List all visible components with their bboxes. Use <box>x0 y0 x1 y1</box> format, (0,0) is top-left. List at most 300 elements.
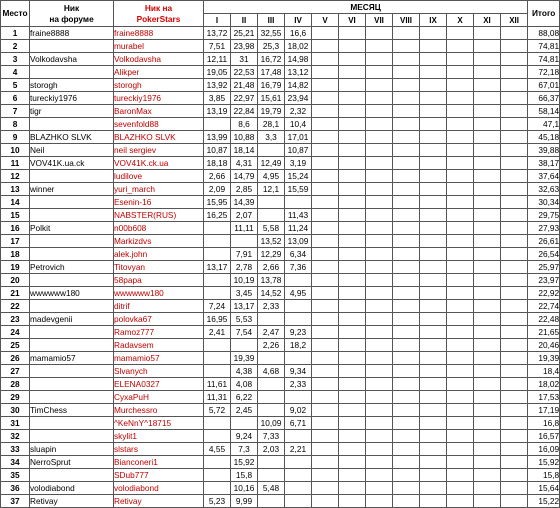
month-cell <box>393 326 420 339</box>
table-row <box>1 183 560 196</box>
month-cell <box>501 40 528 53</box>
month-cell <box>366 495 393 508</box>
month-header-9: IX <box>420 14 447 27</box>
month-cell <box>339 261 366 274</box>
total-cell: 66,37 <box>528 92 560 105</box>
month-cell <box>420 183 447 196</box>
total-cell: 88,08 <box>528 27 560 40</box>
month-cell <box>258 495 285 508</box>
month-cell: 14,79 <box>231 170 258 183</box>
month-cell: 2,66 <box>258 261 285 274</box>
forum-nick-cell: madevgenii <box>30 313 114 326</box>
month-cell <box>501 326 528 339</box>
month-cell <box>393 40 420 53</box>
month-cell: 6,71 <box>285 417 312 430</box>
month-cell <box>447 157 474 170</box>
month-cell <box>258 404 285 417</box>
month-cell <box>447 222 474 235</box>
month-cell <box>393 27 420 40</box>
month-cell <box>420 287 447 300</box>
month-cell <box>447 235 474 248</box>
month-cell <box>447 430 474 443</box>
forum-nick-cell: mamamio57 <box>30 352 114 365</box>
total-cell: 21,65 <box>528 326 560 339</box>
month-cell <box>312 313 339 326</box>
place-cell: 27 <box>1 365 30 378</box>
month-cell <box>420 365 447 378</box>
month-cell: 4,68 <box>258 365 285 378</box>
month-cell <box>393 235 420 248</box>
month-cell <box>366 183 393 196</box>
month-cell <box>312 66 339 79</box>
month-cell <box>285 430 312 443</box>
month-cell <box>420 118 447 131</box>
forum-nick-cell: winner <box>30 183 114 196</box>
month-cell <box>312 469 339 482</box>
ps-nick-cell: wwwwww180 <box>114 287 204 300</box>
month-cell <box>285 391 312 404</box>
ps-nick-cell: mamamio57 <box>114 352 204 365</box>
month-cell <box>258 352 285 365</box>
month-cell <box>339 157 366 170</box>
month-cell <box>339 118 366 131</box>
month-cell <box>366 443 393 456</box>
month-header-1: I <box>204 14 231 27</box>
month-cell: 16,6 <box>285 27 312 40</box>
month-cell <box>339 27 366 40</box>
ps-nick-cell: 58papa <box>114 274 204 287</box>
ps-nick-cell: Murchessro <box>114 404 204 417</box>
month-cell <box>312 326 339 339</box>
month-cell <box>312 274 339 287</box>
month-cell <box>312 27 339 40</box>
month-cell: 13,78 <box>258 274 285 287</box>
month-cell: 11,31 <box>204 391 231 404</box>
month-cell <box>366 261 393 274</box>
month-cell <box>366 248 393 261</box>
table-row <box>1 118 560 131</box>
month-cell <box>501 443 528 456</box>
month-cell <box>501 287 528 300</box>
month-cell <box>339 404 366 417</box>
month-cell: 14,82 <box>285 79 312 92</box>
place-cell: 9 <box>1 131 30 144</box>
place-cell: 2 <box>1 40 30 53</box>
month-cell: 9,02 <box>285 404 312 417</box>
forum-nick-cell: tigr <box>30 105 114 118</box>
month-cell <box>420 300 447 313</box>
month-cell <box>420 417 447 430</box>
month-cell <box>420 482 447 495</box>
month-cell: 3,3 <box>258 131 285 144</box>
month-cell: 10,87 <box>204 144 231 157</box>
month-cell <box>501 144 528 157</box>
place-cell: 10 <box>1 144 30 157</box>
total-cell: 37,64 <box>528 170 560 183</box>
ps-nick-cell: Titovyan <box>114 261 204 274</box>
month-cell <box>366 92 393 105</box>
ps-nick-cell: ELENA0327 <box>114 378 204 391</box>
month-cell <box>474 118 501 131</box>
place-cell: 12 <box>1 170 30 183</box>
table-row <box>1 365 560 378</box>
month-cell <box>447 326 474 339</box>
month-cell <box>420 131 447 144</box>
month-cell <box>501 105 528 118</box>
month-cell <box>312 92 339 105</box>
ps-nick-cell: BaronMax <box>114 105 204 118</box>
ps-nick-cell: sevenfold88 <box>114 118 204 131</box>
table-row <box>1 495 560 508</box>
forum-nick-cell: tureckiy1976 <box>30 92 114 105</box>
total-cell: 18,02 <box>528 378 560 391</box>
month-cell: 9,99 <box>231 495 258 508</box>
ps-nick-cell: CyxaPuH <box>114 391 204 404</box>
month-header-4: IV <box>285 14 312 27</box>
table-row <box>1 131 560 144</box>
place-cell: 15 <box>1 209 30 222</box>
month-cell <box>366 209 393 222</box>
month-cell <box>366 222 393 235</box>
forum-nick-cell <box>30 66 114 79</box>
month-cell: 5,58 <box>258 222 285 235</box>
month-cell: 14,39 <box>231 196 258 209</box>
month-cell: 3,45 <box>231 287 258 300</box>
ps-nick-cell: ^KeNnY^18715 <box>114 417 204 430</box>
month-cell <box>339 66 366 79</box>
total-cell: 18,4 <box>528 365 560 378</box>
month-cell <box>312 157 339 170</box>
month-cell <box>474 443 501 456</box>
month-cell <box>447 443 474 456</box>
forum-nick-cell <box>30 235 114 248</box>
month-cell <box>420 313 447 326</box>
month-cell <box>312 482 339 495</box>
month-cell: 2,85 <box>231 183 258 196</box>
total-cell: 22,48 <box>528 313 560 326</box>
month-cell: 2,21 <box>285 443 312 456</box>
month-cell <box>501 79 528 92</box>
total-cell: 32,63 <box>528 183 560 196</box>
month-cell <box>420 157 447 170</box>
ps-nick-cell: Ramoz777 <box>114 326 204 339</box>
total-cell: 15,64 <box>528 482 560 495</box>
month-cell <box>447 40 474 53</box>
month-cell <box>312 170 339 183</box>
month-cell <box>258 456 285 469</box>
month-cell: 9,23 <box>285 326 312 339</box>
forum-nick-cell: TimChess <box>30 404 114 417</box>
month-cell: 10,87 <box>285 144 312 157</box>
month-cell <box>366 235 393 248</box>
table-row <box>1 27 560 40</box>
month-cell <box>366 157 393 170</box>
month-cell <box>420 378 447 391</box>
month-cell <box>474 248 501 261</box>
month-cell: 2,45 <box>231 404 258 417</box>
total-cell: 27,93 <box>528 222 560 235</box>
month-header-12: XII <box>501 14 528 27</box>
ps-nick-cell: SDub777 <box>114 469 204 482</box>
month-cell <box>474 391 501 404</box>
forum-nick-cell: Retivay <box>30 495 114 508</box>
month-cell <box>501 339 528 352</box>
table-row <box>1 300 560 313</box>
month-cell <box>474 261 501 274</box>
month-cell <box>204 248 231 261</box>
month-cell: 14,52 <box>258 287 285 300</box>
table-row <box>1 66 560 79</box>
month-cell <box>447 92 474 105</box>
month-cell <box>474 495 501 508</box>
month-cell <box>474 105 501 118</box>
month-cell: 12,49 <box>258 157 285 170</box>
month-cell <box>393 170 420 183</box>
month-cell: 2,41 <box>204 326 231 339</box>
month-cell <box>339 469 366 482</box>
month-cell <box>339 287 366 300</box>
month-cell <box>393 92 420 105</box>
month-cell: 23,94 <box>285 92 312 105</box>
total-cell: 16,8 <box>528 417 560 430</box>
forum-nick-cell <box>30 339 114 352</box>
month-cell <box>312 261 339 274</box>
month-cell <box>366 131 393 144</box>
month-cell <box>420 170 447 183</box>
month-cell <box>474 27 501 40</box>
month-cell: 17,48 <box>258 66 285 79</box>
month-cell <box>420 66 447 79</box>
month-cell <box>393 456 420 469</box>
month-cell <box>474 274 501 287</box>
month-cell: 10,88 <box>231 131 258 144</box>
place-cell: 8 <box>1 118 30 131</box>
month-cell <box>474 378 501 391</box>
ps-nick-cell: n00b608 <box>114 222 204 235</box>
month-header-11: XI <box>474 14 501 27</box>
month-cell <box>447 170 474 183</box>
month-cell <box>312 79 339 92</box>
month-cell <box>393 430 420 443</box>
month-cell <box>312 339 339 352</box>
month-cell <box>501 261 528 274</box>
month-cell <box>366 79 393 92</box>
month-cell <box>393 157 420 170</box>
month-cell: 25,21 <box>231 27 258 40</box>
month-cell: 15,95 <box>204 196 231 209</box>
month-cell <box>366 53 393 66</box>
month-cell <box>420 235 447 248</box>
month-cell <box>366 404 393 417</box>
month-cell <box>285 495 312 508</box>
month-cell <box>393 196 420 209</box>
table-row <box>1 339 560 352</box>
month-cell: 12,1 <box>258 183 285 196</box>
table-row <box>1 92 560 105</box>
month-cell: 3,19 <box>285 157 312 170</box>
month-cell <box>447 105 474 118</box>
month-cell <box>366 170 393 183</box>
table-row <box>1 287 560 300</box>
table-row <box>1 209 560 222</box>
month-cell: 15,8 <box>231 469 258 482</box>
month-cell <box>393 339 420 352</box>
place-cell: 18 <box>1 248 30 261</box>
month-cell <box>501 196 528 209</box>
ps-nick-cell: alek.john <box>114 248 204 261</box>
month-cell <box>447 469 474 482</box>
forum-nick-cell: NerroSprut <box>30 456 114 469</box>
month-header-5: V <box>312 14 339 27</box>
month-cell <box>447 313 474 326</box>
month-cell: 11,11 <box>231 222 258 235</box>
month-cell <box>231 339 258 352</box>
month-cell <box>393 300 420 313</box>
place-cell: 21 <box>1 287 30 300</box>
month-cell <box>474 92 501 105</box>
total-cell: 45,18 <box>528 131 560 144</box>
place-cell: 28 <box>1 378 30 391</box>
place-cell: 37 <box>1 495 30 508</box>
month-cell <box>393 66 420 79</box>
month-cell <box>339 53 366 66</box>
month-cell <box>501 300 528 313</box>
month-cell <box>339 40 366 53</box>
month-cell: 14,98 <box>285 53 312 66</box>
month-cell <box>447 144 474 157</box>
month-cell <box>366 118 393 131</box>
leaderboard-body <box>1 27 560 508</box>
month-cell <box>312 300 339 313</box>
month-cell <box>447 66 474 79</box>
month-cell: 18,14 <box>231 144 258 157</box>
month-cell <box>204 339 231 352</box>
month-cell: 22,97 <box>231 92 258 105</box>
month-cell: 3,85 <box>204 92 231 105</box>
month-cell <box>339 131 366 144</box>
ps-nick-cell: fraine8888 <box>114 27 204 40</box>
month-cell <box>285 300 312 313</box>
month-cell <box>447 339 474 352</box>
ps-nick-cell: Esenin-16 <box>114 196 204 209</box>
month-cell <box>474 196 501 209</box>
forum-nick-cell <box>30 209 114 222</box>
month-cell <box>339 248 366 261</box>
forum-nick-cell <box>30 248 114 261</box>
month-cell <box>501 157 528 170</box>
month-cell <box>366 40 393 53</box>
place-cell: 11 <box>1 157 30 170</box>
month-cell: 13,92 <box>204 79 231 92</box>
month-cell: 2,26 <box>258 339 285 352</box>
month-cell <box>312 53 339 66</box>
ps-nick-cell: Retivay <box>114 495 204 508</box>
month-cell <box>420 222 447 235</box>
month-cell: 19,79 <box>258 105 285 118</box>
table-row <box>1 391 560 404</box>
month-cell <box>393 274 420 287</box>
month-cell: 2,33 <box>285 378 312 391</box>
month-cell <box>474 66 501 79</box>
total-cell: 29,75 <box>528 209 560 222</box>
month-cell: 13,19 <box>204 105 231 118</box>
month-header-7: VII <box>366 14 393 27</box>
month-cell <box>339 456 366 469</box>
month-cell <box>312 404 339 417</box>
forum-nick-cell <box>30 365 114 378</box>
month-cell: 4,95 <box>285 287 312 300</box>
total-cell: 15,22 <box>528 495 560 508</box>
month-cell <box>501 222 528 235</box>
month-cell: 22,53 <box>231 66 258 79</box>
month-cell <box>258 196 285 209</box>
month-cell <box>501 183 528 196</box>
month-cell <box>312 144 339 157</box>
month-cell: 11,43 <box>285 209 312 222</box>
total-cell: 30,34 <box>528 196 560 209</box>
month-cell: 2,47 <box>258 326 285 339</box>
month-cell <box>339 482 366 495</box>
month-cell <box>501 313 528 326</box>
place-cell: 1 <box>1 27 30 40</box>
month-cell: 17,01 <box>285 131 312 144</box>
month-cell: 6,22 <box>231 391 258 404</box>
place-cell: 7 <box>1 105 30 118</box>
month-cell <box>501 378 528 391</box>
month-cell <box>258 378 285 391</box>
month-cell: 13,09 <box>285 235 312 248</box>
month-cell: 4,31 <box>231 157 258 170</box>
month-cell <box>501 209 528 222</box>
forum-nick-cell: sluapin <box>30 443 114 456</box>
month-cell <box>204 287 231 300</box>
month-cell: 2,32 <box>285 105 312 118</box>
month-cell <box>312 248 339 261</box>
month-cell <box>204 222 231 235</box>
month-cell <box>366 391 393 404</box>
ps-nick-cell: ditrif <box>114 300 204 313</box>
month-cell <box>312 105 339 118</box>
month-cell <box>312 235 339 248</box>
month-cell <box>393 378 420 391</box>
place-cell: 33 <box>1 443 30 456</box>
month-cell <box>474 456 501 469</box>
month-cell: 18,18 <box>204 157 231 170</box>
month-cell <box>474 144 501 157</box>
total-cell: 26,54 <box>528 248 560 261</box>
month-cell <box>339 144 366 157</box>
month-cell <box>339 391 366 404</box>
month-cell <box>420 352 447 365</box>
month-cell: 5,53 <box>231 313 258 326</box>
forum-nick-cell: volodiabond <box>30 482 114 495</box>
month-cell <box>339 365 366 378</box>
month-cell: 15,61 <box>258 92 285 105</box>
month-cell <box>393 365 420 378</box>
total-cell: 72,18 <box>528 66 560 79</box>
month-cell <box>420 326 447 339</box>
month-cell <box>312 209 339 222</box>
month-cell <box>447 404 474 417</box>
month-cell <box>285 274 312 287</box>
month-cell <box>474 352 501 365</box>
month-cell <box>501 352 528 365</box>
month-cell: 5,23 <box>204 495 231 508</box>
month-cell <box>366 378 393 391</box>
place-cell: 34 <box>1 456 30 469</box>
month-cell <box>339 326 366 339</box>
month-cell: 12,29 <box>258 248 285 261</box>
